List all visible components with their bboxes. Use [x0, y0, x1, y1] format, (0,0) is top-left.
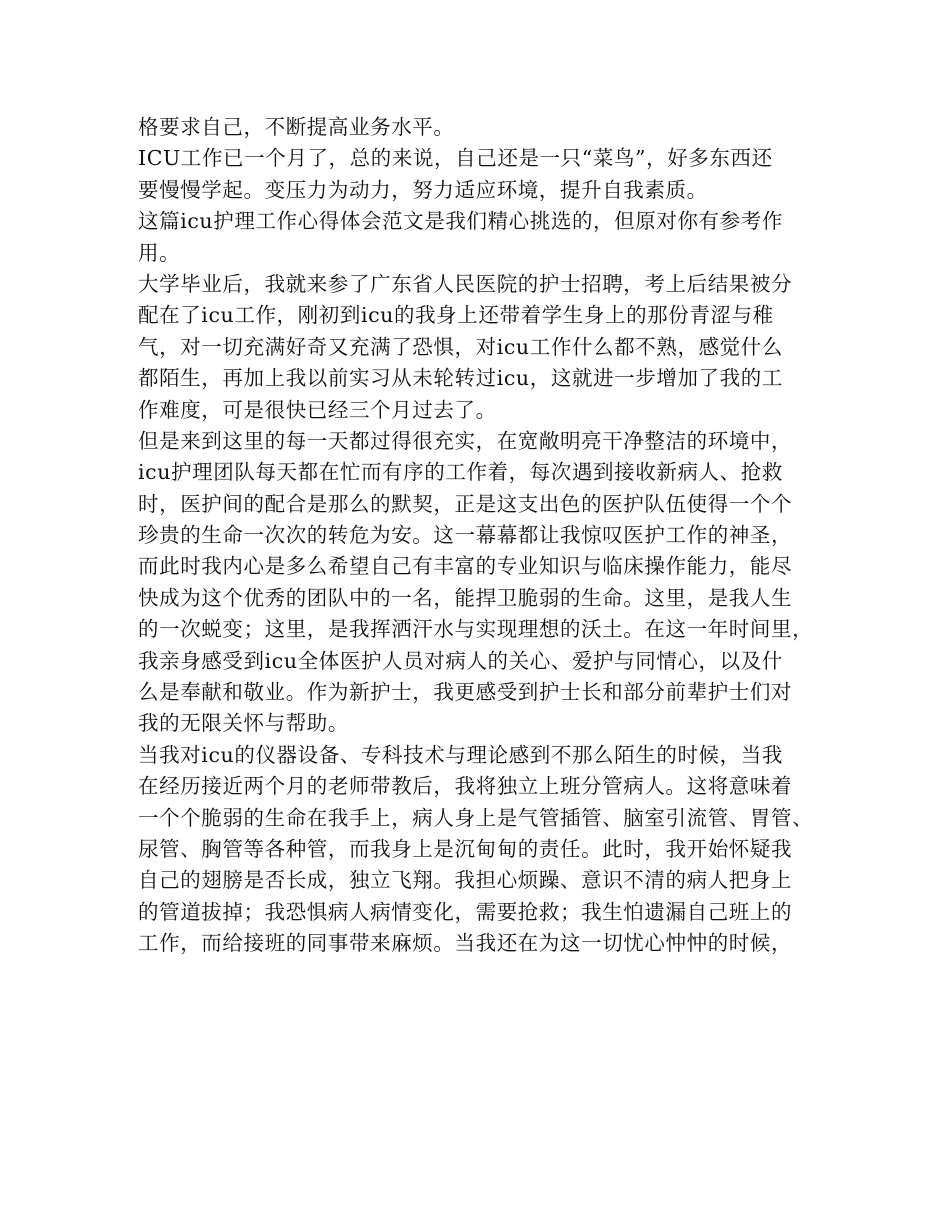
text-line: 气，对一切充满好奇又充满了恐惧，对icu工作什么都不熟，感觉什么	[138, 334, 783, 359]
text-line: 当我对icu的仪器设备、专科技术与理论感到不那么陌生的时候，当我	[138, 742, 783, 767]
document-body	[138, 112, 818, 960]
text-line: 珍贵的生命一次次的转危为安。这一幕幕都让我惊叹医护工作的神圣，	[138, 523, 793, 548]
text-line: 在经历接近两个月的老师带教后，我将独立上班分管病人。这将意味着	[138, 774, 793, 799]
text-line: 的一次蜕变；这里，是我挥洒汗水与实现理想的沃土。在这一年时间里，	[138, 617, 814, 642]
text-line: 而此时我内心是多么希望自己有丰富的专业知识与临床操作能力，能尽	[138, 554, 793, 579]
text-line: 要慢慢学起。变压力为动力，努力适应环境，提升自我素质。	[138, 177, 708, 202]
text-line: 但是来到这里的每一天都过得很充实，在宽敞明亮干净整洁的环境中，	[138, 428, 793, 453]
text-line: 格要求自己，不断提高业务水平。	[138, 115, 455, 139]
text-line: 都陌生，再加上我以前实习从未轮转过icu，这就进一步增加了我的工	[138, 366, 783, 391]
text-line: ICU工作已一个月了，总的来说，自己还是一只“菜鸟”，好多东西还	[138, 146, 773, 171]
text-line: 我亲身感受到icu全体医护人员对病人的关心、爱护与同情心，以及什	[138, 648, 783, 673]
text-line: icu护理团队每天都在忙而有序的工作着，每次遇到接收新病人、抢救	[138, 460, 783, 485]
text-line: 我的无限关怀与帮助。	[138, 711, 349, 736]
text-line: 大学毕业后，我就来参了广东省人民医院的护士招聘，考上后结果被分	[138, 271, 793, 296]
text-line: 时，医护间的配合是那么的默契，正是这支出色的医护队伍使得一个个	[138, 491, 793, 516]
text-line: 配在了icu工作，刚初到icu的我身上还带着学生身上的那份青涩与稚	[138, 303, 774, 328]
text-line: 用。	[138, 240, 181, 265]
text-line: 尿管、胸管等各种管，而我身上是沉甸甸的责任。此时，我开始怀疑我	[138, 836, 793, 861]
text-line: 这篇icu护理工作心得体会范文是我们精心挑选的，但原对你有参考作	[138, 209, 783, 234]
text-line: 快成为这个优秀的团队中的一名，能捍卫脆弱的生命。这里，是我人生	[138, 585, 793, 610]
text-line: 作难度，可是很快已经三个月过去了。	[138, 397, 497, 422]
text-line: 自己的翅膀是否长成，独立飞翔。我担心烦躁、意识不清的病人把身上	[138, 868, 793, 893]
text-line: 工作，而给接班的同事带来麻烦。当我还在为这一切忧心忡忡的时候，	[138, 931, 793, 956]
text-line: 的管道拔掉；我恐惧病人病情变化，需要抢救；我生怕遗漏自己班上的	[138, 899, 793, 924]
text-line: 一个个脆弱的生命在我手上，病人身上是气管插管、脑室引流管、胃管、	[138, 805, 814, 830]
text-line: 么是奉献和敬业。作为新护士，我更感受到护士长和部分前辈护士们对	[138, 680, 793, 705]
